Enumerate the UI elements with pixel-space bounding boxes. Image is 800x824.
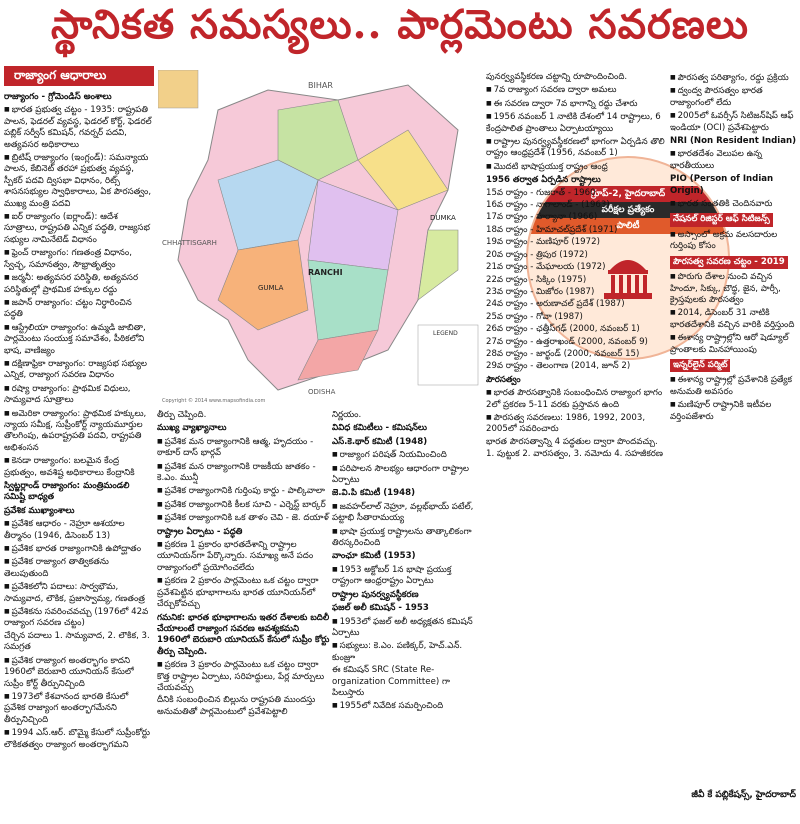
col3-para-9: ■ 1953 అక్టోబర్ 1న భాషా ప్రయుక్త రాష్ట్రంగా ఆంధ్రరాష్ట్రం ఏర్పాటు — [332, 564, 482, 588]
col4-para-19: 27వ రాష్ట్రం - ఉత్తరాఖండ్ (2000, నవంబర్ 9) — [486, 336, 648, 347]
col4-para-1: ■ 7వ రాజ్యాంగ సవరణ ద్వారా అమలు — [486, 84, 666, 96]
column-3 — [332, 410, 482, 820]
col2-para-7: రాష్ట్రాల ఏర్పాటు - పద్ధతి — [157, 526, 243, 537]
col2-para-9: ■ ప్రకరణ 2 ప్రకారం పార్లమెంటు ఒక చట్టం ద్వారా ప్రవేశపెట్టిన భూభాగాలను భారత యూనియన్‌లో చేర్చుకోవచ్చు — [157, 575, 330, 610]
col1-para-3: ■ ఐర్ రాజ్యాంగం (ఐర్లాండ్): ఆదేశ సూత్రాలు, రాష్ట్రపతి ఎన్నిక పద్ధతి, రాజ్యసభ సభ్యుల నామినేటెడ్ విధానం — [4, 211, 152, 246]
column-5 — [670, 72, 798, 784]
col4-para-4: ■ రాష్ట్రాల పునర్వ్యవస్థీకరణలో భాగంగా ఏర్పడిన తొలి రాష్ట్రం ఆంధ్రప్రదేశ్ (1956, నవంబర్ 1) — [486, 136, 666, 160]
col3-para-8: వాంఛూ కమిటీ (1953) — [332, 551, 416, 562]
col5-para-8: ■ అస్సాంలో అక్రమ వలసదారుల గుర్తింపు కోసం — [670, 229, 798, 253]
col4-para-20: 28వ రాష్ట్రం - జార్ఖండ్ (2000, నవంబర్ 15) — [486, 348, 640, 359]
map-label-dumka: DUMKA — [430, 214, 456, 222]
col4-para-24: ■ పౌరసత్వ సవరణలు: 1986, 1992, 2003, 2005లో సవరించారు — [486, 412, 666, 436]
col2-para-10: గమనిక: భారత భూభాగాలను ఇతర దేశాలకు బదిలీ చేయాలంటే రాజ్యాంగ సవరణ ఆవశ్యకమని 1960లో బెరుబారి యూనియన్ కేసులో సుప్రీం కోర్టు తీర్పు చెప్పింది. — [157, 612, 330, 657]
col1-para-22: ■ 1994 ఎస్.ఆర్. బొమ్మై కేసులో సుప్రీంకోర్టు లౌకికతత్వం రాజ్యాంగ అంతర్భాగమని — [4, 727, 152, 751]
col4-para-22: పౌరసత్వం — [486, 374, 521, 385]
col5-para-0: ■ పౌరసత్వ పరిత్యాగం, రద్దు ప్రక్రియ — [670, 72, 798, 84]
map-label-ranchi: RANCHI — [308, 268, 343, 277]
col3-para-4: ■ పరిపాలన సౌలభ్యం ఆధారంగా రాష్ట్రాల ఏర్పాటు — [332, 463, 482, 487]
col4-para-12: 20వ రాష్ట్రం - త్రిపుర (1972) — [486, 249, 588, 260]
col1-para-19: చేర్చిన పదాలు 1. సామ్యవాద, 2. లౌకిక, 3. సమగ్రత — [4, 630, 150, 653]
column-1 — [4, 90, 152, 810]
col5-para-7: నేషనల్ రిజిస్టర్ ఆఫ్ సిటిజన్స్ — [670, 213, 773, 226]
col5-para-13: ఇన్నర్‌లైన్ పర్మిట్ — [670, 359, 730, 372]
col4-para-23: ■ భారత పౌరసత్వానికి సంబంధించిన రాజ్యాంగ భాగం 2లో ప్రకరణ 5-11 వరకు ప్రస్తావన ఉంది — [486, 387, 666, 411]
col2-para-12: దీనికి సంబంధించిన బిల్లును రాష్ట్రపతి ముందస్తు అనుమతితో పార్లమెంటులో ప్రవేశపెట్టాలి — [157, 695, 316, 717]
col3-para-1: వివిధ కమిటీలు - కమిషన్‌లు — [332, 423, 427, 434]
col1-para-8: ■ దక్షిణాఫ్రికా రాజ్యాంగం: రాజ్యసభ సభ్యుల ఎన్నిక, రాజ్యాంగ సవరణ విధానం — [4, 358, 152, 382]
col2-para-5: ■ ప్రవేశిక రాజ్యాంగానికి కీలక సూచి - ఎర్నెస్ట్ బార్కర్ — [157, 499, 330, 511]
col5-para-2: ■ 2005లో ఓవర్సీస్ సిటిజన్‌షిప్ ఆఫ్ ఇండియా (OCI) ప్రవేశపెట్టారు — [670, 110, 798, 134]
col4-para-25: భారత పౌరసత్వాన్ని 4 పద్ధతుల ద్వారా పొందవచ్చు. — [486, 436, 658, 447]
col4-para-3: ■ 1956 నవంబర్ 1 నాటికి దేశంలో 14 రాష్ట్రాలు, 6 కేంద్రపాలిత ప్రాంతాలు ఏర్పాటయ్యాయి — [486, 111, 666, 135]
col5-para-9: పౌరసత్వ సవరణ చట్టం - 2019 — [670, 256, 788, 269]
col4-para-16: 24వ రాష్ట్రం - అరుణాచల్ ప్రదేశ్ (1987) — [486, 299, 625, 310]
col2-para-6: ■ ప్రవేశిక రాజ్యాంగానికి ఒక తాళం చెవి - జె. దయాళ్ — [157, 512, 330, 524]
map-label-gumla: GUMLA — [258, 284, 284, 292]
byline: జీవీ కే పబ్లికేషన్స్, హైదరాబాద్ — [691, 790, 796, 800]
col1-para-5: ■ జర్మనీ: అత్యవసర పరిస్థితి, అత్యవసర పరిస్థితుల్లో ప్రాథమిక హక్కుల రద్దు — [4, 272, 152, 296]
col2-para-0: తీర్పు చెప్పింది. — [157, 410, 207, 420]
col4-para-7: 15వ రాష్ట్రం - గుజరాత్ - 1960 — [486, 187, 596, 198]
map-copyright: Copyright © 2014 www.mapsofindia.com — [162, 398, 266, 404]
col5-para-6: ■ భారత సంతతికి చెందినవారు — [670, 198, 798, 210]
col1-para-6: ■ జపాన్ రాజ్యాంగం: చట్టం నిర్ధారించిన పద్ధతి — [4, 297, 152, 321]
col1-para-13: ప్రవేశిక ముఖ్యాంశాలు — [4, 505, 75, 516]
col5-para-14: ■ ఈశాన్య రాష్ట్రాల్లో ప్రవేశానికి ప్రత్యేక అనుమతి అవసరం — [670, 374, 798, 398]
col5-para-3: NRI (Non Resident Indian) — [670, 136, 797, 147]
col4-para-8: 16వ రాష్ట్రం - నాగాలాండ్ - (1963) — [486, 200, 610, 211]
col3-para-12: ■ 1953లో ఫజల్ అలీ అధ్యక్షతన కమిషన్ ఏర్పాటు — [332, 616, 482, 640]
col1-para-14: ■ ప్రవేశిక ఆధారం - నెహ్రూ ఆశయాల తీర్మానం (1946, డిసెంబర్ 13) — [4, 518, 152, 542]
col4-para-13: 21వ రాష్ట్రం - మేఘాలయ (1972) — [486, 262, 606, 273]
col4-para-2: ■ ఈ సవరణ ద్వారా 7వ భాగాన్ని రద్దు చేశారు — [486, 98, 666, 110]
col3-para-13: ■ సభ్యులు: కె.ఎం. పణిక్కర్, హెచ్.ఎన్. కుంజ్రూ — [332, 640, 482, 664]
col1-para-12: స్విట్జర్లాండ్ రాజ్యాంగం: మంత్రిమండలి సమిష్టి బాధ్యత — [4, 481, 130, 503]
col5-para-4: ■ భారతదేశం వెలుపల ఉన్న భారతీయులు — [670, 148, 798, 172]
col3-para-15: ■ 1955లో నివేదిక సమర్పించింది — [332, 700, 482, 712]
col1-para-18: ■ ప్రవేశికను సవరించవచ్చు (1976లో 42వ రాజ్యాంగ సవరణ చట్టం) — [4, 606, 152, 630]
col4-para-17: 25వ రాష్ట్రం - గోవా (1987) — [486, 311, 583, 322]
col5-para-1: ■ ద్వంద్వ పౌరసత్వం భారత రాజ్యాంగంలో లేదు — [670, 85, 798, 109]
col3-para-6: ■ జవహర్‌లాల్ నెహ్రూ, వల్లభ్‌భాయ్ పటేల్, పట్టాభి సీతారామయ్య — [332, 501, 482, 525]
col4-para-6: 1956 తర్వాత ఏర్పడిన రాష్ట్రాలు — [486, 175, 601, 186]
col1-para-7: ■ ఆస్ట్రేలియా రాజ్యాంగం: ఉమ్మడి జాబితా, పార్లమెంటు సంయుక్త సమావేశం, పీఠికలోని భాష, వాణిజ్యం — [4, 322, 152, 357]
col1-para-15: ■ ప్రవేశిక భారత రాజ్యాంగానికి ఉపోద్ఘాతం — [4, 543, 152, 555]
col2-para-4: ■ ప్రవేశిక రాజ్యాంగానికి గుర్తింపు కార్డు - పాల్కివాలా — [157, 485, 330, 497]
col5-para-11: ■ 2014, డిసెంబర్ 31 నాటికి భారతదేశానికి వచ్చిన వారికి వర్తిస్తుంది — [670, 307, 798, 331]
col3-para-11: ఫజల్ అలీ కమిషన్ - 1953 — [332, 603, 429, 614]
col3-para-14: ఈ కమిషన్ SRC (State Re-organization Committee) గా పిలుస్తారు — [332, 665, 450, 698]
col1-para-16: ■ ప్రవేశిక రాజ్యాంగ తాత్వికతను తెలుపుతుంది — [4, 556, 152, 580]
map-label-bihar: BIHAR — [308, 81, 333, 90]
col2-para-1: ముఖ్య వ్యాఖ్యానాలు — [157, 423, 227, 434]
col3-para-5: జె.వి.పి కమిటీ (1948) — [332, 488, 416, 499]
col2-para-8: ■ ప్రకరణ 1 ప్రకారం భారతదేశాన్ని రాష్ట్రాల యూనియన్‌గా పేర్కొన్నారు. సమాఖ్య అనే పదం రాజ్యాంగంలో ప్రయోగించలేదు — [157, 539, 330, 574]
col3-para-3: ■ రాజ్యాంగ పరిషత్ నియమించింది — [332, 449, 482, 461]
col2-para-3: ■ ప్రవేశిక మన రాజ్యాంగానికి రాజకీయ జాతకం - కె.ఎం. మున్షీ — [157, 461, 330, 485]
callout-line-3: పాలిటీ — [528, 218, 728, 234]
col1-para-0: రాజ్యాంగం - గ్రోమెండిస్ అంశాలు — [4, 92, 112, 102]
callout-line-1: గ్రూప్-2, హైదరాబాద్ — [528, 186, 728, 202]
col3-para-0: నిర్ణయం. — [332, 410, 362, 420]
col4-para-15: 23వ రాష్ట్రం - మిజోరం (1987) — [486, 286, 595, 297]
col1-para-20: ■ ప్రవేశిక రాజ్యాంగ అంతర్భాగం కాదని 1960లో బెరుబారి యూనియన్ కేసులో సుప్రీం కోర్ట్ తీర్పునిచ్చింది — [4, 655, 152, 690]
col1-para-1: ■ భారత ప్రభుత్వ చట్టం - 1935: రాష్ట్రపతి పాలన, ఫెడరల్ వ్యవస్థ, ఫెడరల్ కోర్ట్, ఫెడరల్ పబ్లిక్ సర్వీస్ కమిషన్, గవర్నర్ పదవి, అత్యవసర అధికారాలు — [4, 104, 152, 151]
page-title: స్థానికత సమస్యలు.. పార్లమెంటు సవరణలు — [50, 0, 750, 48]
section-tag: రాజ్యాంగ ఆధారాలు — [4, 66, 154, 86]
col4-para-9: 17వ రాష్ట్రం - హర్యానా (1966) — [486, 212, 598, 223]
col1-para-10: ■ అమెరికా రాజ్యాంగం: ప్రాథమిక హక్కులు, న్యాయ సమీక్ష, సుప్రీంకోర్ట్ న్యాయమూర్తుల తొలగింపు, ఉపరాష్ట్రపతి పదవి, రాష్ట్రపతి అభిశంసన — [4, 408, 152, 455]
column-2 — [157, 410, 330, 820]
col4-para-0: పునర్వ్యవస్థీకరణ చట్టాన్ని రూపొందించింది. — [486, 72, 628, 82]
col1-para-9: ■ రష్యా రాజ్యాంగం: ప్రాథమిక విధులు, సామ్యవాద సూత్రాలు — [4, 383, 152, 407]
map-label-chhattisgarh: CHHATTISGARH — [162, 239, 217, 247]
col3-para-10: రాష్ట్రాల పునర్వ్యవస్థీకరణ — [332, 589, 419, 600]
col5-para-10: ■ పొరుగు దేశాల నుంచి వచ్చిన హిందూ, సిక్కు, బౌద్ధ, జైన, పార్సీ, క్రైస్తవులకు పౌరసత్వం — [670, 271, 798, 306]
col3-para-2: ఎస్.కె.థార్ కమిటీ (1948) — [332, 436, 428, 447]
col1-para-2: ■ బ్రిటిష్ రాజ్యాంగం (ఇంగ్లండ్): సమన్యాయ పాలన, కేబినెట్ తరహా ప్రభుత్వ వ్యవస్థ, స్పీకర్ పదవి ద్విసభా విధానం, రిట్స్ శాసనసభ్యుల స్వాధికారాలు, ఏక పౌరసత్వం, ముఖ్య మంత్రి పదవి — [4, 152, 152, 210]
col4-para-26: 1. పుట్టుక 2. వారసత్వం, 3. నమోదు 4. సహజీకరణ — [486, 449, 664, 460]
callout-line-2: పరీక్షల ప్రత్యేకం — [528, 202, 728, 218]
col5-para-12: ■ ఈశాన్య రాష్ట్రాల్లోని ఆరో షెడ్యూల్ ప్రాంతాలకు మినహాయింపు — [670, 332, 798, 356]
col1-para-21: ■ 1973లో కేశవానంద భారతి కేసులో ప్రవేశిక రాజ్యాంగ అంతర్భాగమేనని తీర్పునిచ్చింది — [4, 691, 152, 726]
map-label-odisha: ODISHA — [308, 388, 336, 396]
col4-para-5: ■ మొదటి భాషాప్రయుక్త రాష్ట్రం ఆంధ్ర — [486, 161, 666, 173]
col4-para-14: 22వ రాష్ట్రం - సిక్కిం (1975) — [486, 274, 587, 285]
jharkhand-map — [158, 70, 480, 406]
col2-para-2: ■ ప్రవేశిక మన రాజ్యాంగానికి ఆత్మ, హృదయం - ఠాకూర్ దాస్ భార్గవ్ — [157, 436, 330, 460]
col5-para-15: ■ మణిపూర్ రాష్ట్రానికి ఇటీవల వర్తింపజేశారు — [670, 399, 798, 423]
col4-para-18: 26వ రాష్ట్రం - ఛత్తీస్‌గఢ్ (2000, నవంబర్ 1) — [486, 324, 640, 335]
col1-para-11: ■ కెనడా రాజ్యాంగం: బలమైన కేంద్ర ప్రభుత్వం, అవశిష్ట అధికారాలు కేంద్రానికి — [4, 455, 152, 479]
map-legend-title: LEGEND — [433, 330, 458, 337]
col4-para-21: 29వ రాష్ట్రం - తెలంగాణ (2014, జూన్ 2) — [486, 361, 631, 372]
col3-para-7: ■ భాషా ప్రయుక్త రాష్ట్రాలను తాత్కాలికంగా తిరస్కరించింది — [332, 526, 482, 550]
col2-para-11: ■ ప్రకరణ 3 ప్రకారం పార్లమెంటు ఒక చట్టం ద్వారా కొత్త రాష్ట్రాల ఏర్పాటు, సరిహద్దులు, పేర్ల మార్పులు చేయవచ్చు — [157, 659, 330, 694]
col1-para-17: ■ ప్రవేశికలోని పదాలు: సార్వభౌమ, సామ్యవాద, లౌకిక, ప్రజాస్వామ్య, గణతంత్ర — [4, 581, 152, 605]
column-4 — [486, 72, 666, 820]
col4-para-10: 18వ రాష్ట్రం - హిమాచల్‌ప్రదేశ్ (1971) — [486, 224, 618, 235]
col5-para-5: PIO (Person of Indian Origin) — [670, 174, 774, 196]
col1-para-4: ■ ఫ్రెంచ్ రాజ్యాంగం: గణతంత్ర విధానం, స్వేచ్ఛ, సమానత్వం, సౌభ్రాతృత్వం — [4, 247, 152, 271]
col4-para-11: 19వ రాష్ట్రం - మణిపూర్ (1972) — [486, 237, 600, 248]
